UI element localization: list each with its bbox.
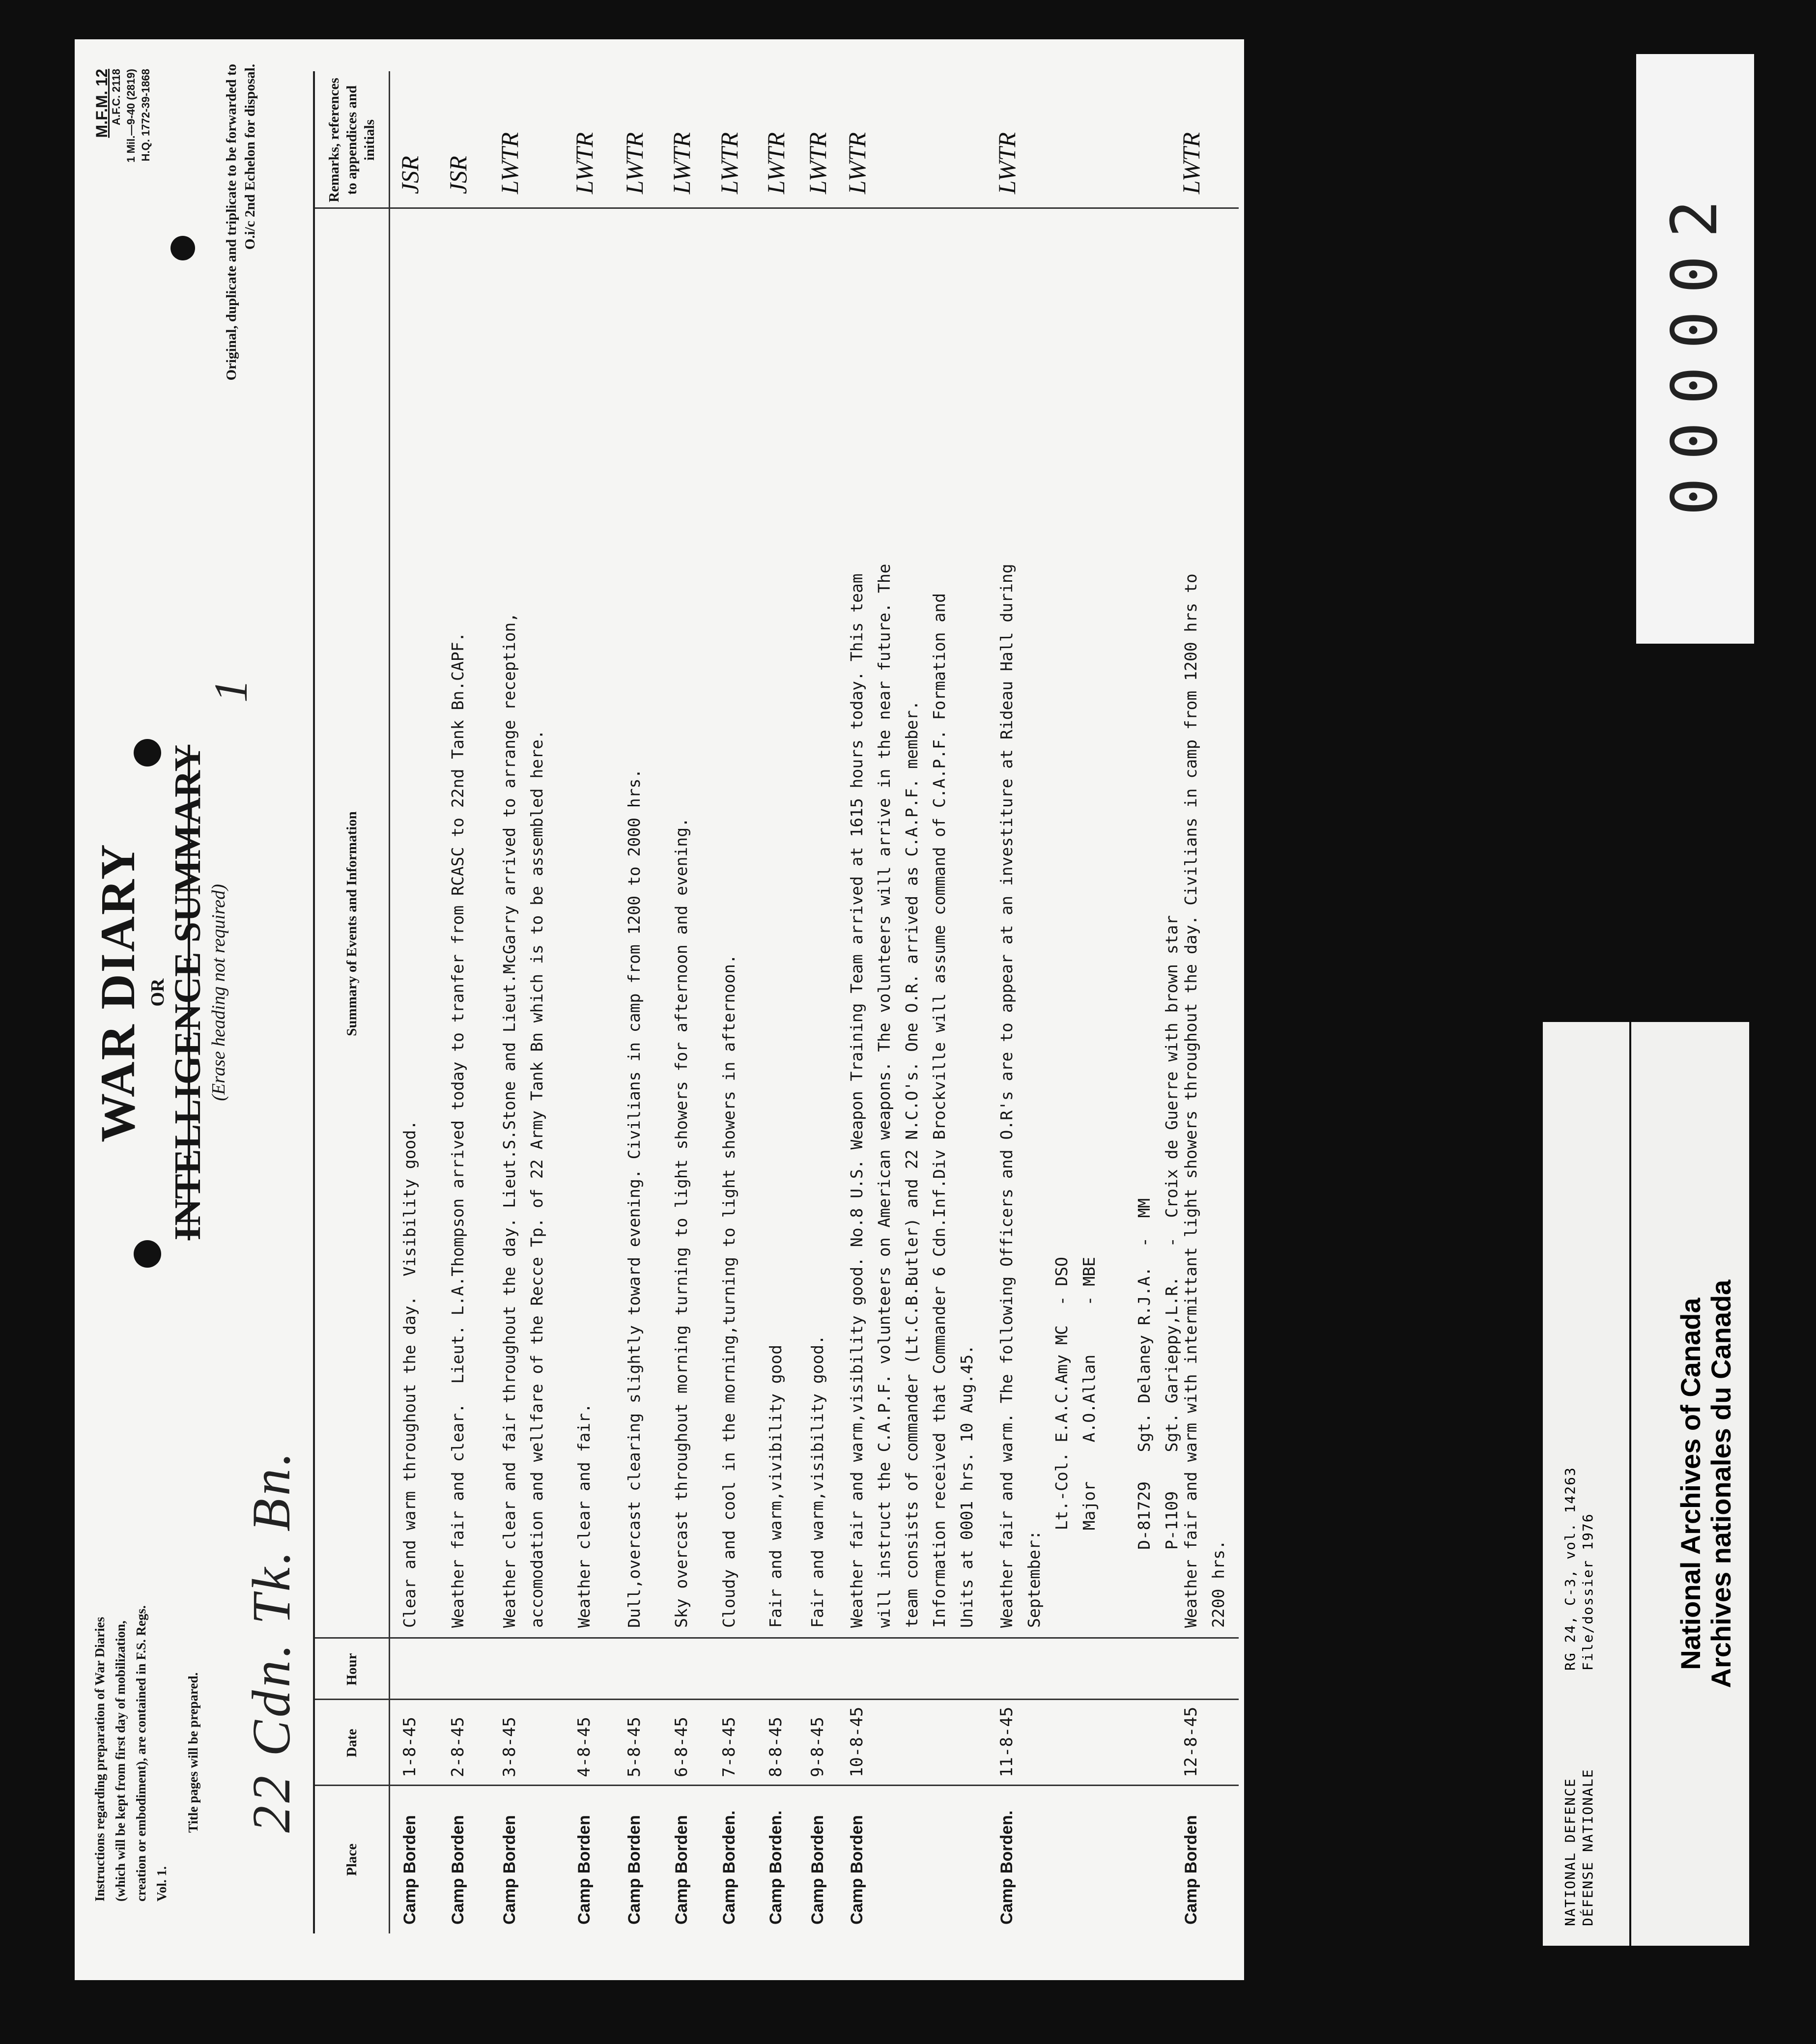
- col-divider: [315, 1637, 1239, 1639]
- entry-initials: LWTR: [668, 132, 695, 194]
- department-name: NATIONAL DEFENCE DÉFENSE NATIONALE: [1562, 1768, 1596, 1926]
- unit-handwritten: 22 Cdn. Tk. Bn.: [241, 1449, 301, 1833]
- entry-initials: LWTR: [496, 132, 523, 194]
- header-rule: [389, 71, 390, 1933]
- intelligence-summary-struck: INTELLIGENCE SUMMARY: [167, 744, 208, 1241]
- rotated-sheet: [75, 39, 1244, 1980]
- record-group-reference: RG 24, C-3, vol. 14263 File/dossier 1976: [1562, 1467, 1596, 1671]
- label-divider: [1629, 1022, 1631, 1946]
- archives-name: National Archives of Canada Archives nationales du Canada: [1675, 1279, 1736, 1688]
- entry-place: Camp Borden: [400, 1815, 419, 1925]
- entry-date: 9-8-45: [808, 1717, 827, 1777]
- entry-place: Camp Borden: [1182, 1815, 1200, 1925]
- remarks-header: Remarks, references to appendices and initials: [326, 78, 377, 202]
- frame-number-strip: [1636, 54, 1754, 644]
- entry-summary: Fair and warm,vivibility good: [766, 1344, 785, 1628]
- frame-number: 000002: [1658, 182, 1731, 516]
- entry-summary: Weather clear and fair throughout the day. Lieut.S.Stone and Lieut.McGarry arrived to arrange reception, accomodation and wellfare of the Recce Tp. of 22 Army Tank Bn which is to be assembled here.: [500, 612, 546, 1628]
- entry-place: Camp Borden.: [997, 1810, 1016, 1925]
- entry-date: 6-8-45: [672, 1717, 691, 1777]
- entry-place: Camp Borden: [500, 1815, 519, 1925]
- or-heading: OR: [147, 978, 168, 1007]
- archive-label-rotated: [1543, 1022, 1749, 1946]
- entry-initials: LWTR: [621, 132, 648, 194]
- entry-date: 11-8-45: [997, 1706, 1017, 1777]
- punch-hole-small: [170, 236, 195, 260]
- entry-initials: JSR: [444, 156, 472, 194]
- erase-note: (Erase heading not required): [208, 884, 229, 1101]
- entry-summary: Clear and warm throughout the day. Visibility good.: [400, 1120, 419, 1628]
- entry-place: Camp Borden.: [720, 1810, 738, 1925]
- title-pages-note: Title pages will be prepared.: [186, 1672, 200, 1833]
- entry-date: 4-8-45: [574, 1717, 594, 1777]
- diary-table: [313, 71, 1239, 1933]
- page-number-handwritten: 1: [204, 679, 257, 703]
- entry-place: Camp Borden: [672, 1815, 691, 1925]
- original-forwarding-note: Original, duplicate and triplicate to be forwarded to O.i/c 2nd Echelon for disposal.: [224, 64, 258, 381]
- col-divider: [315, 1785, 1239, 1786]
- entry-summary: Weather clear and fair.: [574, 1403, 594, 1628]
- date-header: Date: [344, 1729, 360, 1758]
- hour-header: Hour: [344, 1653, 360, 1686]
- summary-header: Summary of Events and Information: [344, 811, 360, 1036]
- entry-initials: LWTR: [843, 132, 871, 194]
- entry-date: 12-8-45: [1181, 1706, 1201, 1777]
- entry-initials: JSR: [396, 156, 424, 194]
- diary-title-block: [89, 737, 229, 1248]
- entry-date: 7-8-45: [719, 1717, 739, 1777]
- entry-summary: Weather fair and warm,visibility good. No.8 U.S. Weapon Training Team arrived at 1615 hours today. This team will instruct the C.A.P.F. volunteers on American weapons. The volunteers will arrive in the near future. The team consists of commander (Lt.C.B.Butler) and 22 N.C.O's. One O.R. arrived as C.A.P.F. member. Information received that Commander 6 Cdn.Inf.Div Brockville will assume command of C.A.P.F. Formation and Units at 0001 hrs. 10 Aug.45.: [847, 564, 976, 1628]
- form-number: M.F.M. 12 A.F.C. 2118 1 Mil.—9-40 (2819) H.Q. 1772-39-1868: [93, 69, 152, 163]
- entry-date: 3-8-45: [500, 1717, 519, 1777]
- place-header: Place: [344, 1844, 360, 1876]
- entry-date: 10-8-45: [847, 1706, 867, 1777]
- entry-date: 1-8-45: [400, 1717, 420, 1777]
- entry-place: Camp Borden.: [766, 1810, 785, 1925]
- entry-initials: LWTR: [762, 132, 790, 194]
- entry-summary: Weather fair and warm with intermittant light showers throughout the day. Civilians in camp from 1200 hrs to 2200 hrs.: [1181, 573, 1228, 1628]
- entry-summary: Cloudy and cool in the morning,turning to light showers in afternoon.: [719, 954, 738, 1628]
- entry-summary: Fair and warm,visibility good.: [808, 1334, 827, 1628]
- war-diary-page: [75, 39, 1244, 1980]
- entry-place: Camp Borden: [449, 1815, 467, 1925]
- entry-summary: Weather fair and warm. The following Officers and O.R's are to appear at an investiture at Rideau Hall during September: Lt.-Col. E.A.C.Amy MC - DSO Major A.O.Allan - MBE D-81729 Sgt. Delaney R.J.A. - MM P-1109 Sgt. Garieppy,L.R. - Croix de Guerre with brown star: [997, 564, 1181, 1628]
- entry-place: Camp Borden: [848, 1815, 866, 1925]
- entry-summary: Weather fair and clear. Lieut. L.A.Thompson arrived today to tranfer from RCASC to 22nd Tank Bn.CAPF.: [448, 632, 467, 1628]
- entry-date: 5-8-45: [624, 1717, 644, 1777]
- instructions-text: Instructions regarding preparation of War Diaries (which will be kept from first day of mobilization, creation or embodiment), are contained in F.S. Regs. Vol. 1. Title pages will be prepared.: [89, 1597, 203, 1902]
- entry-initials: LWTR: [804, 132, 831, 194]
- entry-initials: LWTR: [993, 132, 1021, 194]
- entry-summary: Dull,overcast clearing slightly toward evening. Civilians in camp from 1200 to 2000 hrs.: [624, 768, 644, 1628]
- war-diary-heading: WAR DIARY: [90, 843, 145, 1142]
- entry-initials: LWTR: [1177, 132, 1205, 194]
- entry-initials: LWTR: [715, 132, 743, 194]
- col-divider: [315, 207, 1239, 209]
- entry-date: 2-8-45: [448, 1717, 468, 1777]
- archive-label: [1543, 1022, 1749, 1946]
- col-divider: [315, 1699, 1239, 1700]
- entry-date: 8-8-45: [766, 1717, 786, 1777]
- entry-place: Camp Borden: [575, 1815, 594, 1925]
- entry-initials: LWTR: [570, 132, 598, 194]
- entry-summary: Sky overcast throughout morning turning to light showers for afternoon and evening.: [672, 817, 691, 1628]
- entry-place: Camp Borden: [808, 1815, 827, 1925]
- entry-place: Camp Borden: [625, 1815, 644, 1925]
